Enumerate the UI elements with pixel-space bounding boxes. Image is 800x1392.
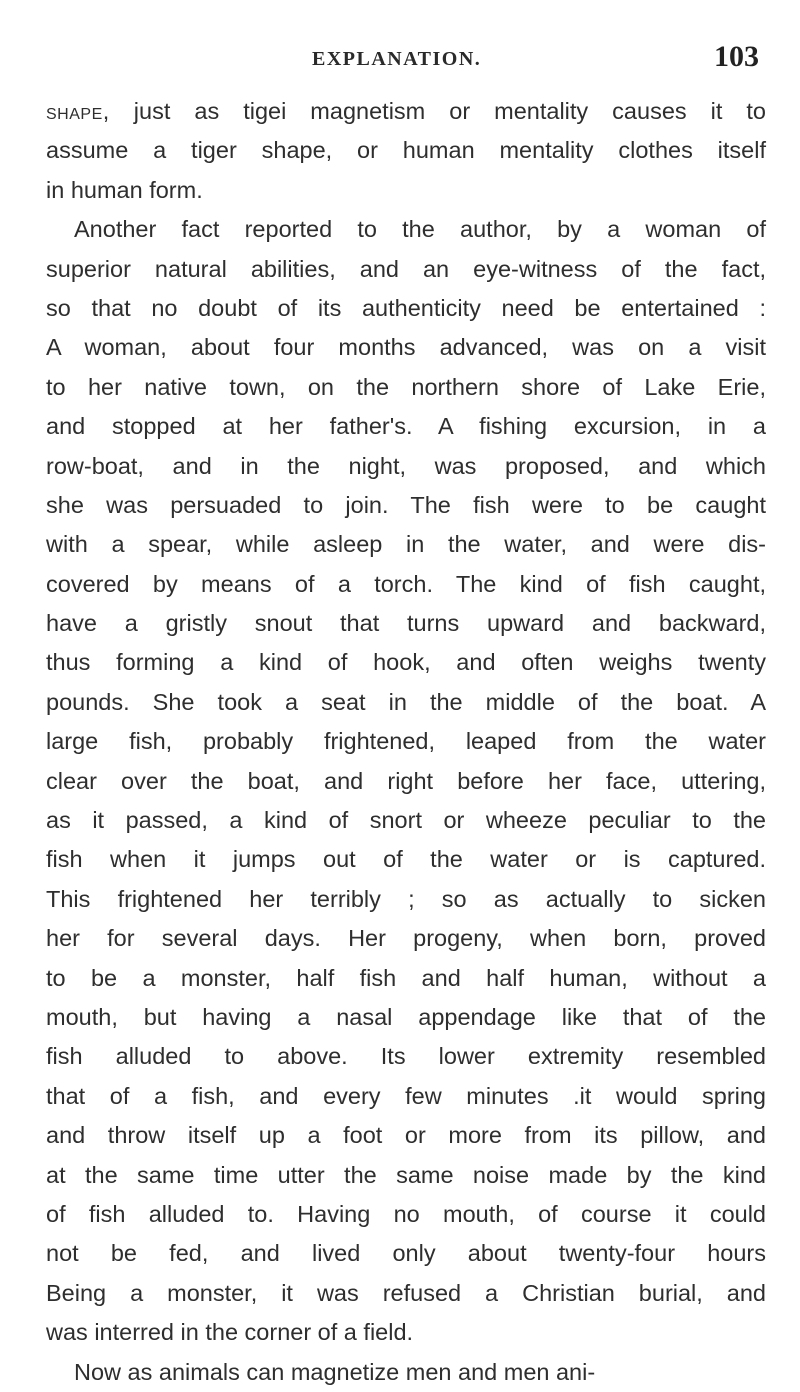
text-line: as it passed, a kind of snort or wheeze peculiar to the [46, 807, 766, 834]
running-head [0, 38, 800, 78]
text-line: at the same time utter the same noise made by the kind [46, 1161, 766, 1188]
text-line: superior natural abilities, and an eye-witness of the fact, [46, 255, 766, 282]
text-line: thus forming a kind of hook, and often weighs twenty [46, 649, 766, 676]
text-line: and throw itself up a foot or more from its pillow, and [46, 1122, 766, 1149]
text-line: row-boat, and in the night, was proposed, and which [46, 452, 766, 479]
text-line: to her native town, on the northern shore of Lake Erie, [46, 373, 766, 400]
page-number: 103 [714, 40, 759, 73]
text-line: pounds. She took a seat in the middle of the boat. A [46, 688, 766, 715]
text-line: of fish alluded to. Having no mouth, of course it could [46, 1200, 766, 1227]
text-line: was interred in the corner of a field. [46, 1319, 414, 1346]
text-line: Being a monster, it was refused a Christian burial, and [46, 1279, 766, 1306]
text-line: This frightened her terribly ; so as actually to sicken [46, 885, 766, 912]
text-line: and stopped at her father's. A fishing excursion, in a [46, 413, 766, 440]
text-line: covered by means of a torch. The kind of fish caught, [46, 570, 766, 597]
text-line: so that no doubt of its authenticity need be entertained : [46, 294, 766, 321]
body-text [46, 92, 766, 1392]
text-line: fish when it jumps out of the water or is captured. [46, 846, 766, 873]
text-line: Now as animals can magnetize men and men ani- [74, 1358, 596, 1385]
text-line: mouth, but having a nasal appendage like that of the [46, 1003, 766, 1030]
text-line: large fish, probably frightened, leaped from the water [46, 728, 766, 755]
text-line: with a spear, while asleep in the water, and were dis- [46, 531, 766, 558]
chapter-title: EXPLANATION. [312, 48, 482, 70]
text-line: A woman, about four months advanced, was on a visit [46, 334, 766, 361]
text-line: assume a tiger shape, or human mentality clothes itself [46, 137, 766, 164]
text-line: her for several days. Her progeny, when born, proved [46, 925, 766, 952]
text-line-content: just as tigei magnetism or mentality causes it to [133, 98, 767, 124]
text-line: that of a fish, and every few minutes .it would spring [46, 1082, 766, 1109]
text-line: to be a monster, half fish and half human, without a [46, 964, 766, 991]
text-line: not be fed, and lived only about twenty-four hours [46, 1240, 766, 1267]
opening-word: shape, [46, 98, 110, 124]
text-line: fish alluded to above. Its lower extremity resembled [46, 1043, 766, 1070]
text-line: she was persuaded to join. The fish were to be caught [46, 491, 766, 518]
text-line: in human form. [46, 176, 203, 203]
text-line: Another fact reported to the author, by a woman of [74, 216, 766, 243]
text-line: clear over the boat, and right before her face, uttering, [46, 767, 766, 794]
text-line [46, 92, 766, 131]
text-line: have a gristly snout that turns upward and backward, [46, 610, 766, 637]
